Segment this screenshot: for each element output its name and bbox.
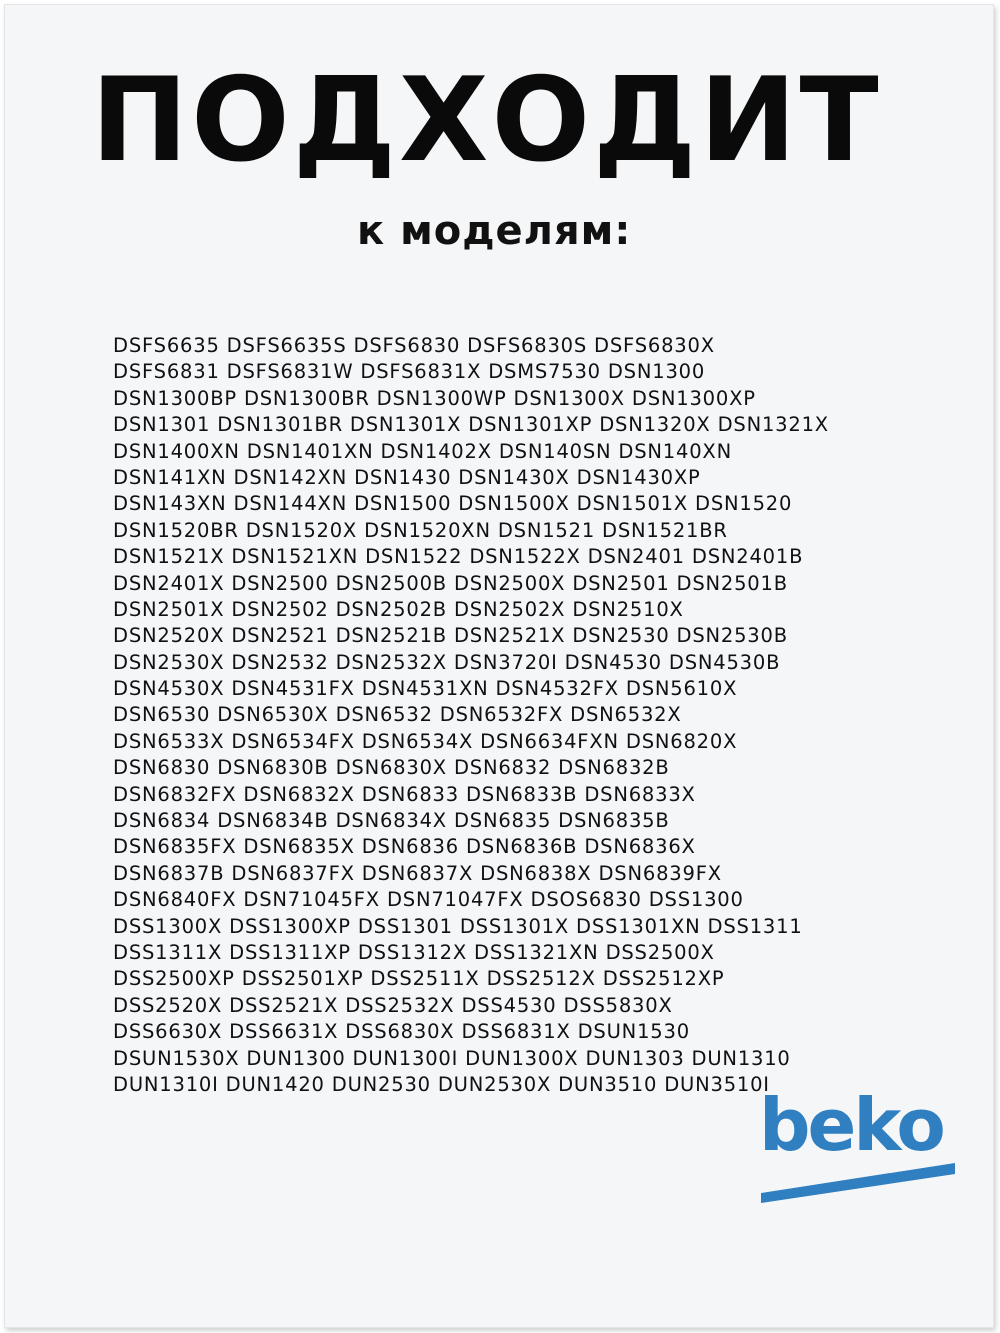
- model-line: DSN1300BP DSN1300BR DSN1300WP DSN1300X DSN1300XP: [113, 386, 756, 410]
- model-line: DSN6530 DSN6530X DSN6532 DSN6532FX DSN6532X: [113, 703, 682, 727]
- model-line: DSN2520X DSN2521 DSN2521B DSN2521X DSN2530 DSN2530B: [113, 624, 788, 648]
- model-line: DSUN1530X DUN1300 DUN1300I DUN1300X DUN1303 DUN1310: [113, 1046, 791, 1070]
- model-line: DSN1520BR DSN1520X DSN1520XN DSN1521 DSN1521BR: [113, 518, 728, 542]
- model-line: DSS2500XP DSS2501XP DSS2511X DSS2512X DSS2512XP: [113, 967, 725, 991]
- product-card: [4, 4, 994, 1328]
- model-line: DSN4530X DSN4531FX DSN4531XN DSN4532FX DSN5610X: [113, 677, 738, 701]
- page-title: ПОДХОДИТ: [91, 53, 882, 188]
- model-line: DSN141XN DSN142XN DSN1430 DSN1430X DSN1430XP: [113, 465, 701, 489]
- model-line: DSS1311X DSS1311XP DSS1312X DSS1321XN DSS2500X: [113, 940, 715, 964]
- model-line: DSS6630X DSS6631X DSS6830X DSS6831X DSUN1530: [113, 1020, 690, 1044]
- model-line: DSFS6831 DSFS6831W DSFS6831X DSMS7530 DSN1300: [113, 360, 706, 384]
- model-line: DSN6830 DSN6830B DSN6830X DSN6832 DSN6832B: [113, 756, 670, 780]
- model-line: DSS2520X DSS2521X DSS2532X DSS4530 DSS5830X: [113, 993, 673, 1017]
- compatible-models-list: [113, 333, 933, 1098]
- model-line: DSN6832FX DSN6832X DSN6833 DSN6833B DSN6833X: [113, 782, 696, 806]
- model-line: DSN6533X DSN6534FX DSN6534X DSN6634FXN DSN6820X: [113, 729, 738, 753]
- brand-logo: [757, 1083, 967, 1205]
- model-line: DSN6835FX DSN6835X DSN6836 DSN6836B DSN6836X: [113, 835, 696, 859]
- brand-logo-text: beko: [759, 1083, 943, 1167]
- model-line: DSN6837B DSN6837FX DSN6837X DSN6838X DSN6839FX: [113, 861, 722, 885]
- model-line: DSN6840FX DSN71045FX DSN71047FX DSOS6830 DSS1300: [113, 888, 744, 912]
- model-line: DSS1300X DSS1300XP DSS1301 DSS1301X DSS1301XN DSS1311: [113, 914, 803, 938]
- model-line: DUN1310I DUN1420 DUN2530 DUN2530X DUN3510 DUN3510I: [113, 1072, 770, 1096]
- model-line: DSN2501X DSN2502 DSN2502B DSN2502X DSN2510X: [113, 597, 684, 621]
- model-line: DSN1521X DSN1521XN DSN1522 DSN1522X DSN2401 DSN2401B: [113, 545, 804, 569]
- model-line: DSN1301 DSN1301BR DSN1301X DSN1301XP DSN1320X DSN1321X: [113, 413, 829, 437]
- model-line: DSN2530X DSN2532 DSN2532X DSN3720I DSN4530 DSN4530B: [113, 650, 781, 674]
- model-line: DSN143XN DSN144XN DSN1500 DSN1500X DSN1501X DSN1520: [113, 492, 793, 516]
- logo-swoosh-icon: [757, 1147, 967, 1203]
- model-line: DSN2401X DSN2500 DSN2500B DSN2500X DSN2501 DSN2501B: [113, 571, 788, 595]
- page-subtitle: к моделям:: [357, 208, 632, 254]
- model-line: DSN1400XN DSN1401XN DSN1402X DSN140SN DSN140XN: [113, 439, 732, 463]
- model-line: DSFS6635 DSFS6635S DSFS6830 DSFS6830S DSFS6830X: [113, 334, 715, 357]
- model-line: DSN6834 DSN6834B DSN6834X DSN6835 DSN6835B: [113, 809, 670, 833]
